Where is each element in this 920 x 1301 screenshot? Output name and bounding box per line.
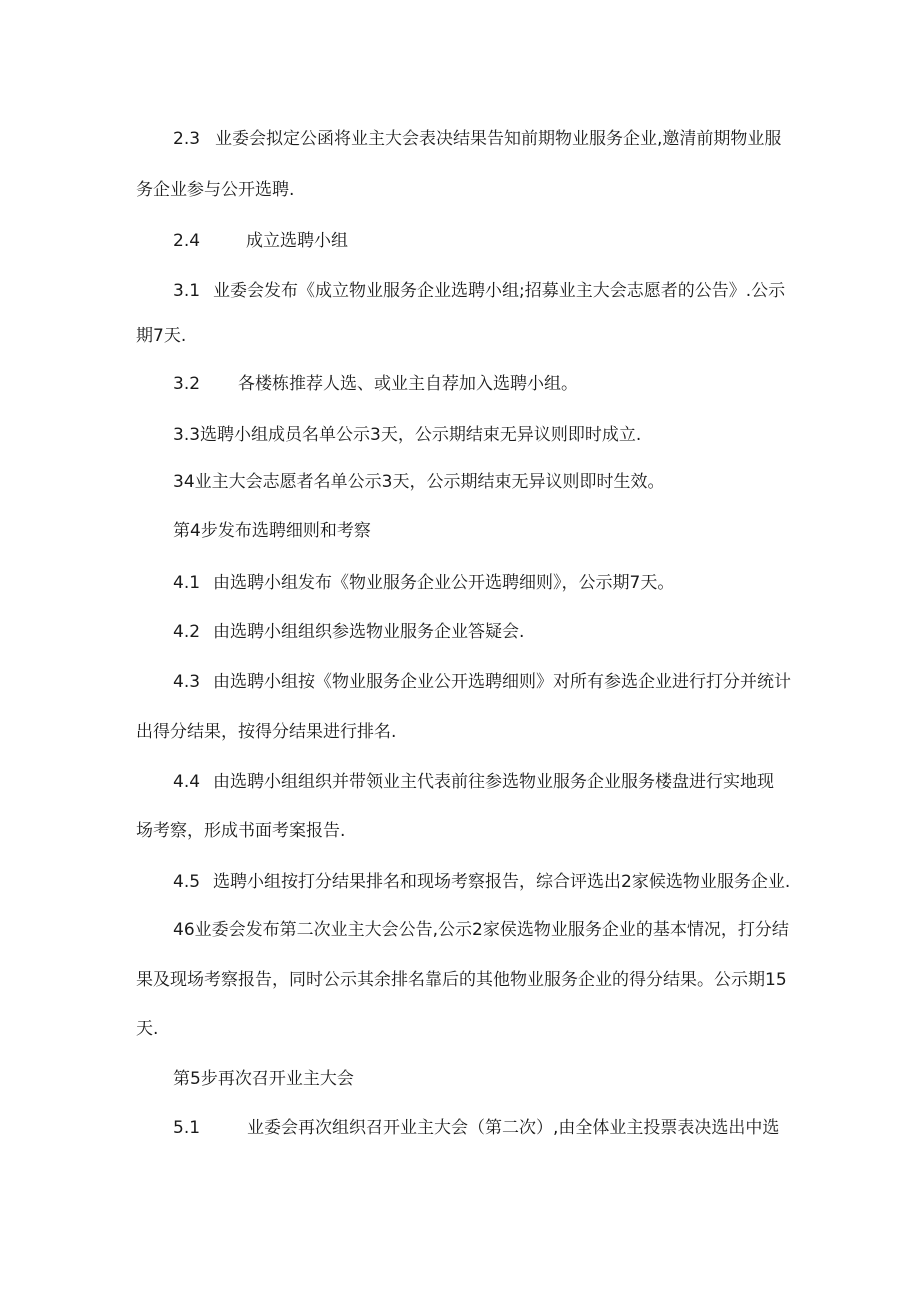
- section-number: 4.5: [173, 872, 201, 892]
- paragraph-line: 业委会再次组织召开业主大会（第二次）,由全体业主投票表决选出中选: [247, 1118, 780, 1138]
- paragraph-5-1: [173, 1117, 779, 1139]
- paragraph-line: 由选聘小组组织参选物业服务企业答疑会.: [213, 622, 525, 642]
- paragraph-4-6: 46业委会发布第二次业主大会公告,公示2家侯选物业服务企业的基本情况，打分结: [173, 920, 789, 940]
- section-number: 2.3: [173, 129, 201, 149]
- paragraph-3-1: [173, 280, 785, 302]
- paragraph-2-3: [173, 128, 781, 150]
- paragraph-line: 果及现场考察报告，同时公示其余排名靠后的其他物业服务企业的得分结果。公示期15: [136, 970, 787, 990]
- paragraph-4-3: [173, 671, 791, 693]
- paragraph-2-4: [173, 230, 348, 252]
- section-number: 3.1: [173, 281, 201, 301]
- paragraph-line: 务企业参与公开选聘.: [136, 180, 295, 200]
- section-number: 5.1: [173, 1118, 201, 1138]
- paragraph-line: 由选聘小组发布《物业服务企业公开选聘细则》，公示期7天。: [213, 573, 675, 593]
- section-number: 4.3: [173, 672, 201, 692]
- paragraph-4-5: [173, 871, 790, 893]
- paragraph-line: 成立选聘小组: [246, 231, 348, 251]
- paragraph-4-2: [173, 621, 524, 643]
- paragraph-3-4: 34业主大会志愿者名单公示3天，公示期结束无异议则即时生效。: [173, 472, 665, 492]
- section-number: 4.4: [173, 772, 201, 792]
- step-heading-4: 第4步发布选聘细则和考察: [173, 521, 371, 541]
- paragraph-4-1: [173, 572, 674, 594]
- paragraph-line: 业委会拟定公函将业主大会表决结果告知前期物业服务企业,邀清前期物业服: [215, 129, 782, 149]
- paragraph-line: 选聘小组按打分结果排名和现场考察报告，综合评选出2家候选物业服务企业.: [213, 872, 791, 892]
- paragraph-line: 场考察，形成书面考案报告.: [136, 821, 346, 841]
- paragraph-line: 出得分结果，按得分结果进行排名.: [136, 722, 397, 742]
- paragraph-3-3: 3.3选聘小组成员名单公示3天，公示期结束无异议则即时成立.: [173, 425, 642, 445]
- step-heading-5: 第5步再次召开业主大会: [173, 1069, 354, 1089]
- section-number: 4.2: [173, 622, 201, 642]
- section-number: 3.2: [173, 374, 201, 394]
- section-number: 4.1: [173, 573, 201, 593]
- paragraph-line: 期7天.: [136, 326, 187, 346]
- paragraph-line: 业委会发布《成立物业服务企业选聘小组;招募业主大会志愿者的公告》.公示: [213, 281, 786, 301]
- paragraph-line: 天.: [136, 1019, 159, 1039]
- paragraph-line: 各楼栋推荐人选、或业主自荐加入选聘小组。: [238, 374, 578, 394]
- paragraph-line: 由选聘小组按《物业服务企业公开选聘细则》对所有参选企业进行打分并统计: [213, 672, 791, 692]
- paragraph-3-2: [173, 373, 578, 395]
- paragraph-4-4: [173, 771, 774, 793]
- paragraph-line: 由选聘小组组织并带领业主代表前往参选物业服务企业服务楼盘进行实地现: [213, 772, 774, 792]
- section-number: 2.4: [173, 231, 201, 251]
